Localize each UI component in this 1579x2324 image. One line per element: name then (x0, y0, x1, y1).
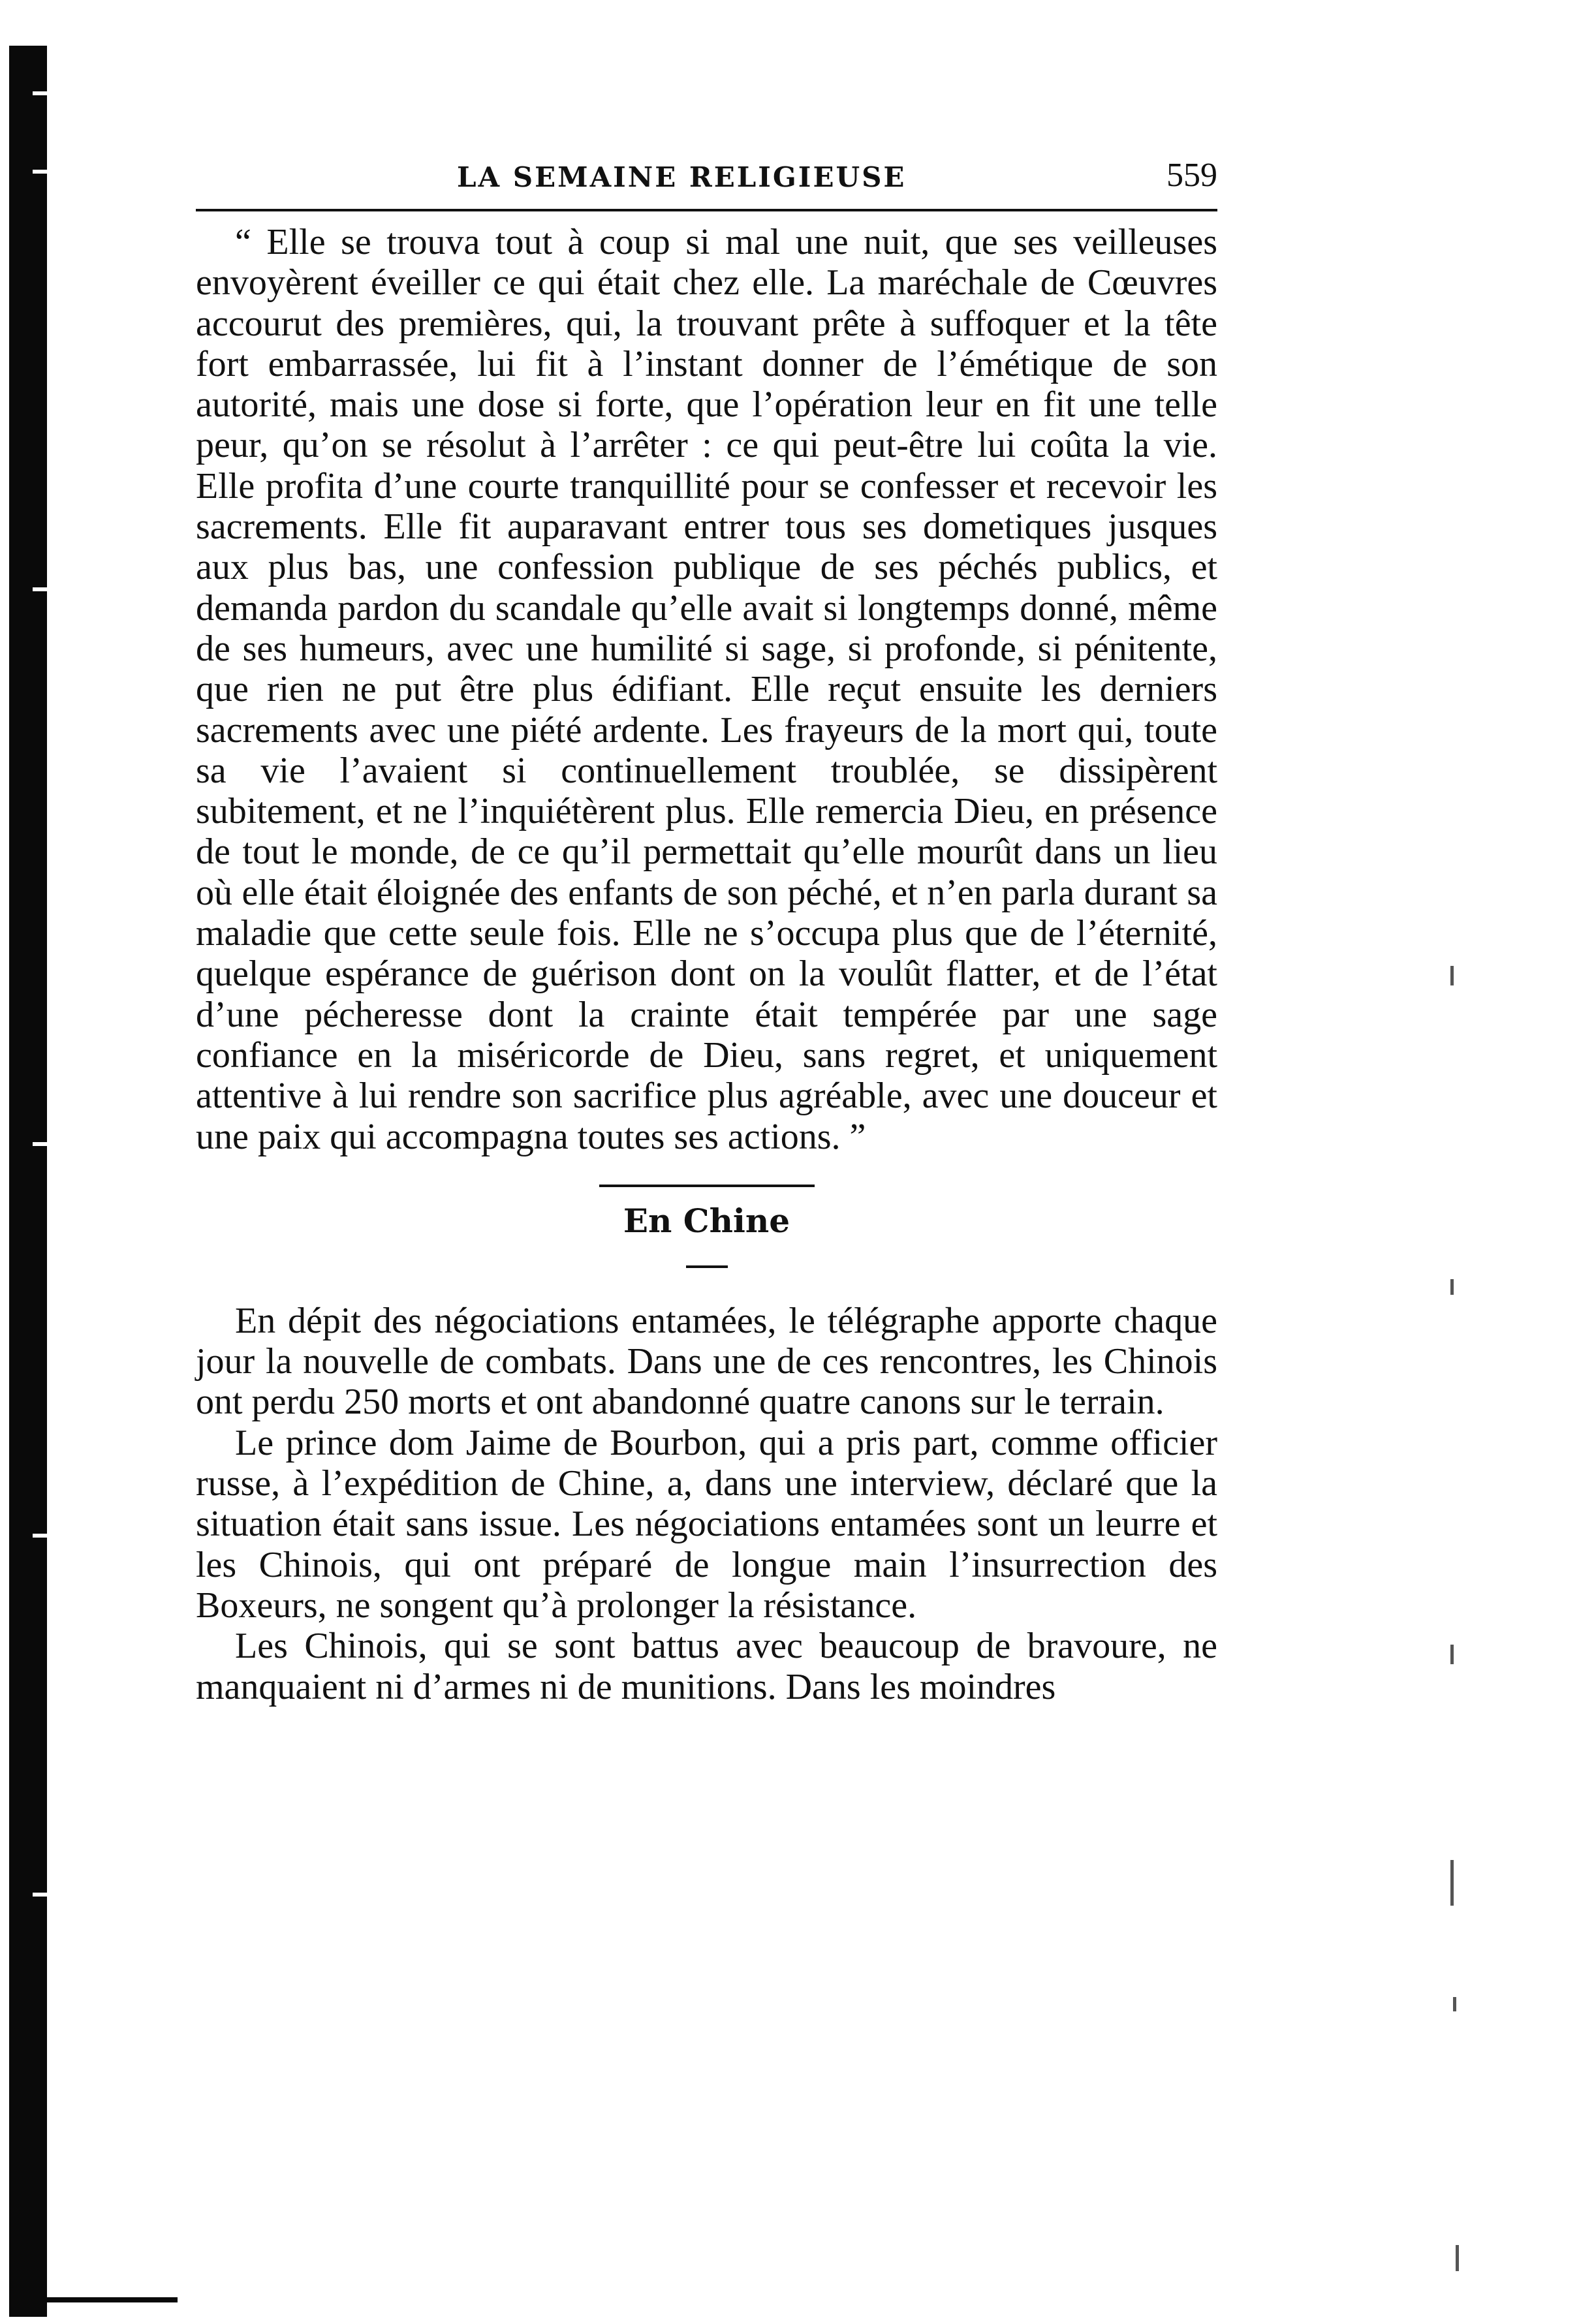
margin-speck (1456, 2245, 1459, 2271)
margin-speck (1450, 1645, 1454, 1664)
binding-nick (33, 91, 47, 95)
binding-nick (33, 587, 47, 591)
binding-nick (33, 1534, 47, 1538)
margin-speck (1450, 1279, 1454, 1295)
header-rule (196, 209, 1217, 211)
running-title: LA SEMAINE RELIGIEUSE (457, 161, 907, 193)
section-paragraph: Le prince dom Jaime de Bourbon, qui a pris part, comme officier russe, à l’expédition de Chine, a, dans une interview, déclaré que la situation était sans issue. Les négociations entamées sont un leurre et les Chinois, qui ont préparé de longue main l’insurrection des Boxeurs, ne songent qu’à prolonger la résistance. (196, 1422, 1217, 1626)
section-title: En Chine (623, 1201, 790, 1240)
page-body (196, 222, 1217, 1707)
binding-nick (33, 1142, 47, 1146)
page-number: 559 (1166, 157, 1217, 194)
section-title-dash (686, 1265, 728, 1268)
margin-speck (1450, 966, 1454, 985)
margin-speck (1450, 1860, 1454, 1906)
quote-paragraph: “ Elle se trouva tout à coup si mal une nuit, que ses veilleuses envoyèrent éveiller ce qui était chez elle. La maréchale de Cœuvres accourut des premières, qui, la trouvant prête à suffoquer et la tête fort embarrassée, lui fit à l’instant donner de l’émétique de son autorité, mais une dose si forte, que l’opération leur en fit une telle peur, qu’on se résolut à l’arrêter : ce qui peut-être lui coûta la vie. Elle profita d’une courte tranquillité pour se confesser et recevoir les sacrements. Elle fit auparavant entrer tous ses dometiques jusques aux plus bas, une confession publique de ses péchés publics, et demanda pardon du scandale qu’elle avait si longtemps donné, même de ses humeurs, avec une humilité si sage, si profonde, si pénitente, que rien ne put être plus édifiant. Elle reçut ensuite les derniers sacrements avec une piété ardente. Les frayeurs de la mort qui, toute sa vie l’avaient si continuellement troublée, se dissipèrent subitement, et ne l’inquiétèrent plus. Elle remercia Dieu, en présence de tout le monde, de ce qu’il permettait qu’elle mourût dans un lieu où elle était éloignée des enfants de son péché, et n’en parla durant sa maladie que cette seule fois. Elle ne s’occupa plus que de l’éternité, quelque espérance de guérison dont on la voulût flatter, et de l’état d’une pécheresse dont la crainte était tempérée par une sage confiance en la miséricorde de Dieu, sans regret, et uniquement attentive à lui rendre son sacrifice plus agréable, avec une douceur et une paix qui accompagna toutes ses actions. ” (196, 222, 1217, 1157)
margin-speck (1453, 1997, 1456, 2011)
section-paragraph: Les Chinois, qui se sont battus avec beaucoup de bravoure, ne manquaient ni d’armes ni de munitions. Dans les moindres (196, 1626, 1217, 1707)
binding-nick (33, 1893, 47, 1897)
binding-foot (47, 2297, 178, 2302)
binding-nick (33, 170, 47, 174)
binding-edge (9, 46, 47, 2317)
running-head (196, 153, 1217, 199)
section-separator-rule (599, 1185, 815, 1187)
section-paragraph: En dépit des négociations entamées, le télégraphe apporte chaque jour la nouvelle de combats. Dans une de ces rencontres, les Chinois ont perdu 250 morts et ont abandonné quatre canons sur le terrain. (196, 1300, 1217, 1423)
